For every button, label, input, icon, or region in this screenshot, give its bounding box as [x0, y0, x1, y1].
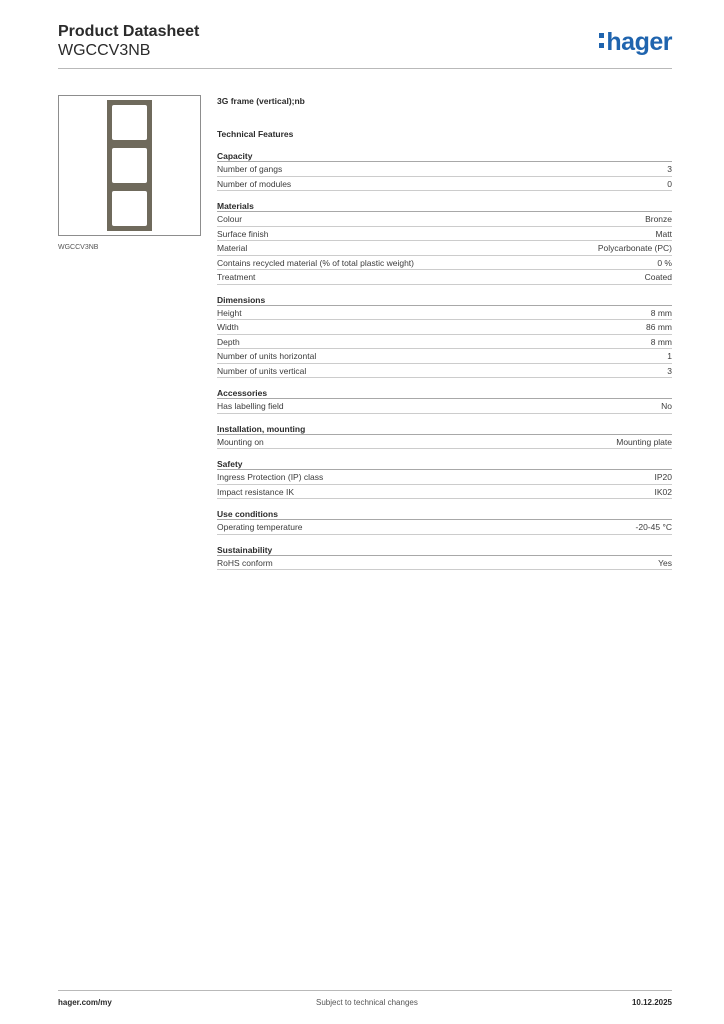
- spec-value: Mounting plate: [616, 436, 672, 447]
- spec-value: 8 mm: [650, 307, 672, 318]
- section-title: Dimensions: [217, 294, 672, 306]
- spec-value: IK02: [654, 486, 672, 497]
- spec-label: Width: [217, 322, 239, 332]
- frame-opening: [112, 148, 147, 183]
- spec-label: Operating temperature: [217, 522, 303, 532]
- spec-row: [217, 435, 672, 450]
- spec-value: 3: [667, 164, 672, 174]
- spec-section: [217, 544, 672, 571]
- product-image: [58, 95, 201, 236]
- specifications: [217, 96, 672, 579]
- spec-label: Treatment: [217, 272, 256, 282]
- spec-label: Mounting on: [217, 436, 264, 447]
- spec-section: [217, 200, 672, 285]
- footer-date: 10.12.2025: [631, 998, 672, 1007]
- header-divider: [58, 68, 672, 69]
- spec-row: [217, 162, 672, 177]
- section-title: Materials: [217, 200, 672, 212]
- spec-section: [217, 423, 672, 450]
- product-code: WGCCV3NB: [58, 42, 151, 59]
- footer-divider: [58, 990, 672, 991]
- spec-row: [217, 335, 672, 350]
- spec-label: Ingress Protection (IP) class: [217, 472, 324, 482]
- spec-value: No: [661, 401, 672, 411]
- page-title: Product Datasheet: [58, 23, 200, 40]
- frame-opening: [112, 191, 147, 226]
- spec-label: Impact resistance IK: [217, 486, 295, 497]
- spec-label: Depth: [217, 336, 240, 347]
- spec-value: 86 mm: [646, 322, 672, 332]
- spec-label: Surface finish: [217, 228, 269, 239]
- footer-website: hager.com/my: [58, 998, 112, 1007]
- page-footer: [58, 998, 672, 1010]
- spec-section: [217, 458, 672, 499]
- spec-row: [217, 241, 672, 256]
- spec-section: [217, 150, 672, 191]
- spec-value: Yes: [658, 557, 672, 568]
- spec-row: [217, 227, 672, 242]
- footer-notice: Subject to technical changes: [316, 998, 418, 1007]
- frame-3g-vertical-icon: [107, 100, 152, 231]
- spec-label: Has labelling field: [217, 401, 284, 411]
- spec-row: [217, 212, 672, 227]
- spec-label: Number of units horizontal: [217, 351, 317, 361]
- spec-value: 1: [667, 351, 672, 361]
- spec-section: [217, 387, 672, 414]
- spec-value: Coated: [644, 272, 672, 282]
- spec-label: RoHS conform: [217, 557, 273, 568]
- spec-value: 0 %: [657, 257, 672, 268]
- spec-row: [217, 364, 672, 379]
- spec-row: [217, 485, 672, 500]
- spec-value: IP20: [654, 472, 672, 482]
- spec-row: [217, 256, 672, 271]
- spec-label: Number of modules: [217, 178, 292, 189]
- frame-opening: [112, 105, 147, 140]
- hager-logo: [599, 28, 672, 57]
- spec-row: [217, 556, 672, 571]
- spec-value: Matt: [655, 228, 672, 239]
- spec-value: 8 mm: [650, 336, 672, 347]
- spec-row: [217, 399, 672, 414]
- spec-label: Material: [217, 243, 248, 253]
- page-header: [58, 20, 672, 70]
- spec-value: 3: [667, 365, 672, 376]
- spec-row: [217, 520, 672, 535]
- spec-label: Number of gangs: [217, 164, 283, 174]
- spec-label: Contains recycled material (% of total plastic weight): [217, 257, 414, 268]
- spec-row: [217, 470, 672, 485]
- spec-row: [217, 270, 672, 285]
- section-title: Safety: [217, 458, 672, 470]
- technical-features-title: Technical Features: [217, 129, 294, 139]
- spec-row: [217, 306, 672, 321]
- spec-section: [217, 508, 672, 535]
- spec-label: Colour: [217, 214, 243, 224]
- section-title: Accessories: [217, 387, 672, 399]
- spec-value: -20-45 °C: [635, 522, 672, 532]
- spec-label: Number of units vertical: [217, 365, 307, 376]
- logo-text: hager: [606, 28, 672, 56]
- image-caption: WGCCV3NB: [58, 244, 99, 251]
- section-title: Use conditions: [217, 508, 672, 520]
- section-title: Sustainability: [217, 544, 672, 556]
- logo-dots-icon: [599, 33, 604, 49]
- section-title: Installation, mounting: [217, 423, 672, 435]
- spec-row: [217, 349, 672, 364]
- spec-row: [217, 320, 672, 335]
- product-description: 3G frame (vertical);nb: [217, 96, 305, 106]
- spec-label: Height: [217, 307, 242, 318]
- spec-section: [217, 294, 672, 379]
- spec-value: 0: [667, 178, 672, 189]
- spec-value: Bronze: [645, 214, 672, 224]
- spec-sections: [217, 150, 672, 570]
- section-title: Capacity: [217, 150, 672, 162]
- spec-row: [217, 177, 672, 192]
- spec-value: Polycarbonate (PC): [597, 243, 672, 253]
